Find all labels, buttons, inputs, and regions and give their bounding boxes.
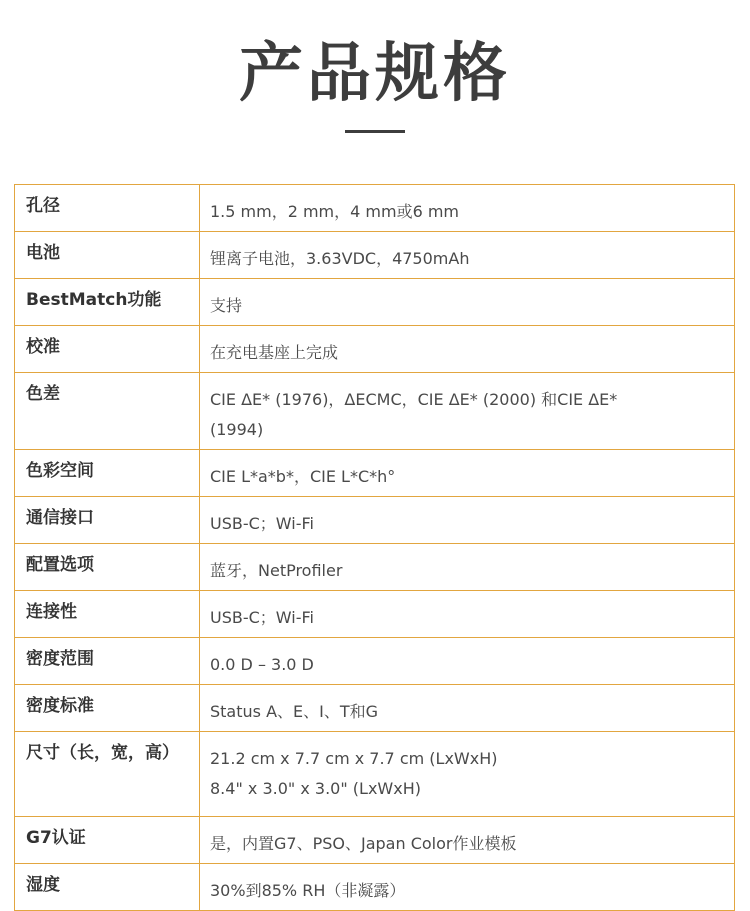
spec-label: BestMatch功能: [15, 279, 200, 326]
spec-row-interface: [15, 497, 735, 544]
spec-row-humidity: [15, 864, 735, 911]
spec-value-line: 蓝牙，NetProfiler: [210, 561, 343, 580]
spec-value-line: CIE L*a*b*，CIE L*C*h°: [210, 467, 396, 486]
spec-row-aperture: [15, 185, 735, 232]
spec-value-line: 锂离子电池，3.63VDC，4750mAh: [210, 249, 470, 268]
spec-value: [200, 685, 735, 732]
spec-row-g7-certification: [15, 817, 735, 864]
spec-value: [200, 232, 735, 279]
spec-value-line: 1.5 mm，2 mm，4 mm或6 mm: [210, 202, 460, 221]
spec-table: [14, 184, 735, 911]
spec-value-line: 0.0 D – 3.0 D: [210, 655, 314, 674]
spec-label: 电池: [15, 232, 200, 279]
spec-value: [200, 638, 735, 685]
title-underline: [345, 130, 405, 133]
spec-value-line: CIE ΔE* (1976)，ΔECMC，CIE ΔE* (2000) 和CIE ΔE*: [210, 390, 618, 409]
spec-value-line: Status A、E、I、T和G: [210, 702, 379, 721]
page-title: 产品规格: [239, 37, 511, 111]
spec-label: 尺寸（长，宽，高）: [15, 732, 200, 817]
spec-row-color-space: [15, 450, 735, 497]
spec-value-line: (1994): [210, 420, 264, 439]
spec-row-config-options: [15, 544, 735, 591]
spec-value-line: 21.2 cm x 7.7 cm x 7.7 cm (LxWxH): [210, 749, 498, 768]
spec-row-bestmatch: [15, 279, 735, 326]
spec-row-color-difference: [15, 373, 735, 450]
spec-value: [200, 279, 735, 326]
spec-label: 密度标准: [15, 685, 200, 732]
spec-value-line: 在充电基座上完成: [210, 343, 339, 362]
spec-value: [200, 544, 735, 591]
spec-value-line: USB-C；Wi-Fi: [210, 608, 314, 627]
spec-row-connectivity: [15, 591, 735, 638]
spec-value: [200, 864, 735, 911]
spec-label: G7认证: [15, 817, 200, 864]
spec-label: 色差: [15, 373, 200, 450]
spec-value: [200, 497, 735, 544]
spec-label: 校准: [15, 326, 200, 373]
spec-row-battery: [15, 232, 735, 279]
spec-value-line: 30%到85% RH（非凝露）: [210, 881, 406, 900]
spec-label: 色彩空间: [15, 450, 200, 497]
spec-label: 孔径: [15, 185, 200, 232]
spec-value: [200, 450, 735, 497]
spec-label: 湿度: [15, 864, 200, 911]
spec-value-line: USB-C；Wi-Fi: [210, 514, 314, 533]
spec-value: [200, 817, 735, 864]
spec-value: [200, 373, 735, 450]
spec-label: 通信接口: [15, 497, 200, 544]
spec-label: 密度范围: [15, 638, 200, 685]
spec-value-line: 是，内置G7、PSO、Japan Color作业模板: [210, 834, 517, 853]
spec-row-calibration: [15, 326, 735, 373]
spec-value-line: 8.4" x 3.0" x 3.0" (LxWxH): [210, 779, 421, 798]
spec-row-density-standard: [15, 685, 735, 732]
spec-value-line: 支持: [210, 296, 243, 315]
spec-label: 配置选项: [15, 544, 200, 591]
spec-label: 连接性: [15, 591, 200, 638]
spec-row-density-range: [15, 638, 735, 685]
spec-value: [200, 326, 735, 373]
spec-value: [200, 732, 735, 817]
spec-value: [200, 591, 735, 638]
spec-row-dimensions: [15, 732, 735, 817]
spec-value: [200, 185, 735, 232]
